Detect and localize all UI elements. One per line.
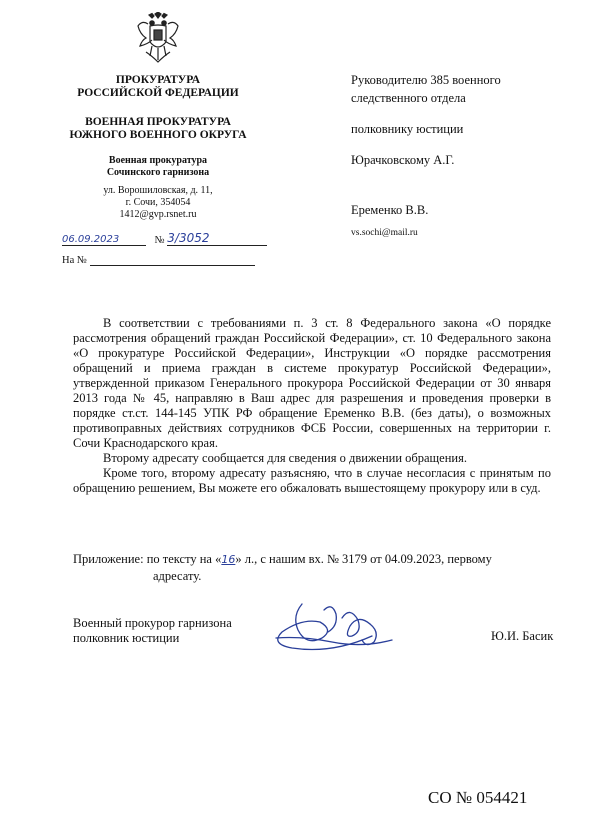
body-paragraph-1: В соответствии с требованиями п. 3 ст. 8 Федерального закона «О порядке рассмотрения обращений граждан Российской Федерации», ст. 10 Федерального закона «О прокуратуре Российской Федерации», Инструкции «О порядке рассмотрения обращений и приема граждан в системе прокуратур Российской Федерации», утвержденной приказом Генерального прокурора Российской Федерации от 30 января 2013 года № 45, направляю в Ваш адрес для разрешения и проведения проверки в порядке ст.ст. 144-145 УПК РФ обращение Еременко В.В. (без даты), о возможных противоправных действиях сотрудников ФСБ России, совершенных на территории г. Сочи Краснодарского края. bbox=[73, 316, 551, 450]
registration-line bbox=[62, 231, 267, 246]
coat-of-arms-emblem bbox=[136, 12, 180, 64]
registration-date: 06.09.2023 bbox=[62, 234, 146, 246]
signer-title: Военный прокурор гарнизона полковник юстиции bbox=[73, 616, 232, 645]
issuer-address: ул. Ворошиловская, д. 11, г. Сочи, 354054 1412@gvp.rsnet.ru bbox=[103, 185, 213, 220]
handwritten-signature bbox=[262, 596, 412, 666]
recipient-email: vs.sochi@mail.ru bbox=[351, 228, 418, 238]
serial-number: СО № 054421 bbox=[428, 788, 528, 807]
issuer-unit: Военная прокуратура Сочинского гарнизона bbox=[106, 155, 210, 178]
reply-reference-line bbox=[62, 253, 255, 266]
attachment-line: Приложение: по тексту на «16» л., с нашим вх. № 3179 от 04.09.2023, первому bbox=[73, 552, 492, 566]
reply-reference-blank bbox=[90, 253, 255, 266]
attachment-pages: 16 bbox=[221, 553, 236, 566]
body-paragraph-2: Второму адресату сообщается для сведения о движении обращения. bbox=[103, 451, 467, 465]
letter-body bbox=[73, 316, 551, 496]
registration-number-label: № bbox=[154, 235, 165, 246]
issuer-sub-organization: ВОЕННАЯ ПРОКУРАТУРА ЮЖНОГО ВОЕННОГО ОКРУГА bbox=[69, 116, 247, 141]
signer-name: Ю.И. Басик bbox=[491, 629, 554, 643]
recipient-line-1: Руководителю 385 военного bbox=[351, 73, 501, 87]
issuer-organization: ПРОКУРАТУРА РОССИЙСКОЙ ФЕДЕРАЦИИ bbox=[77, 74, 239, 99]
recipient-line-4: Юрачковскому А.Г. bbox=[351, 153, 455, 167]
recipient-line-3: полковнику юстиции bbox=[351, 122, 464, 136]
reply-reference-label: На № bbox=[62, 255, 87, 266]
recipient-line-5: Еременко В.В. bbox=[351, 203, 429, 217]
body-paragraph-3: Кроме того, второму адресату разъясняю, что в случае несогласия с принятым по обращению решением, Вы можете его обжаловать вышестоящему прокурору или в суд. bbox=[73, 466, 551, 495]
recipient-line-2: следственного отдела bbox=[351, 91, 466, 105]
registration-number: 3/3052 bbox=[167, 231, 267, 246]
attachment-line-2: адресату. bbox=[153, 569, 202, 583]
